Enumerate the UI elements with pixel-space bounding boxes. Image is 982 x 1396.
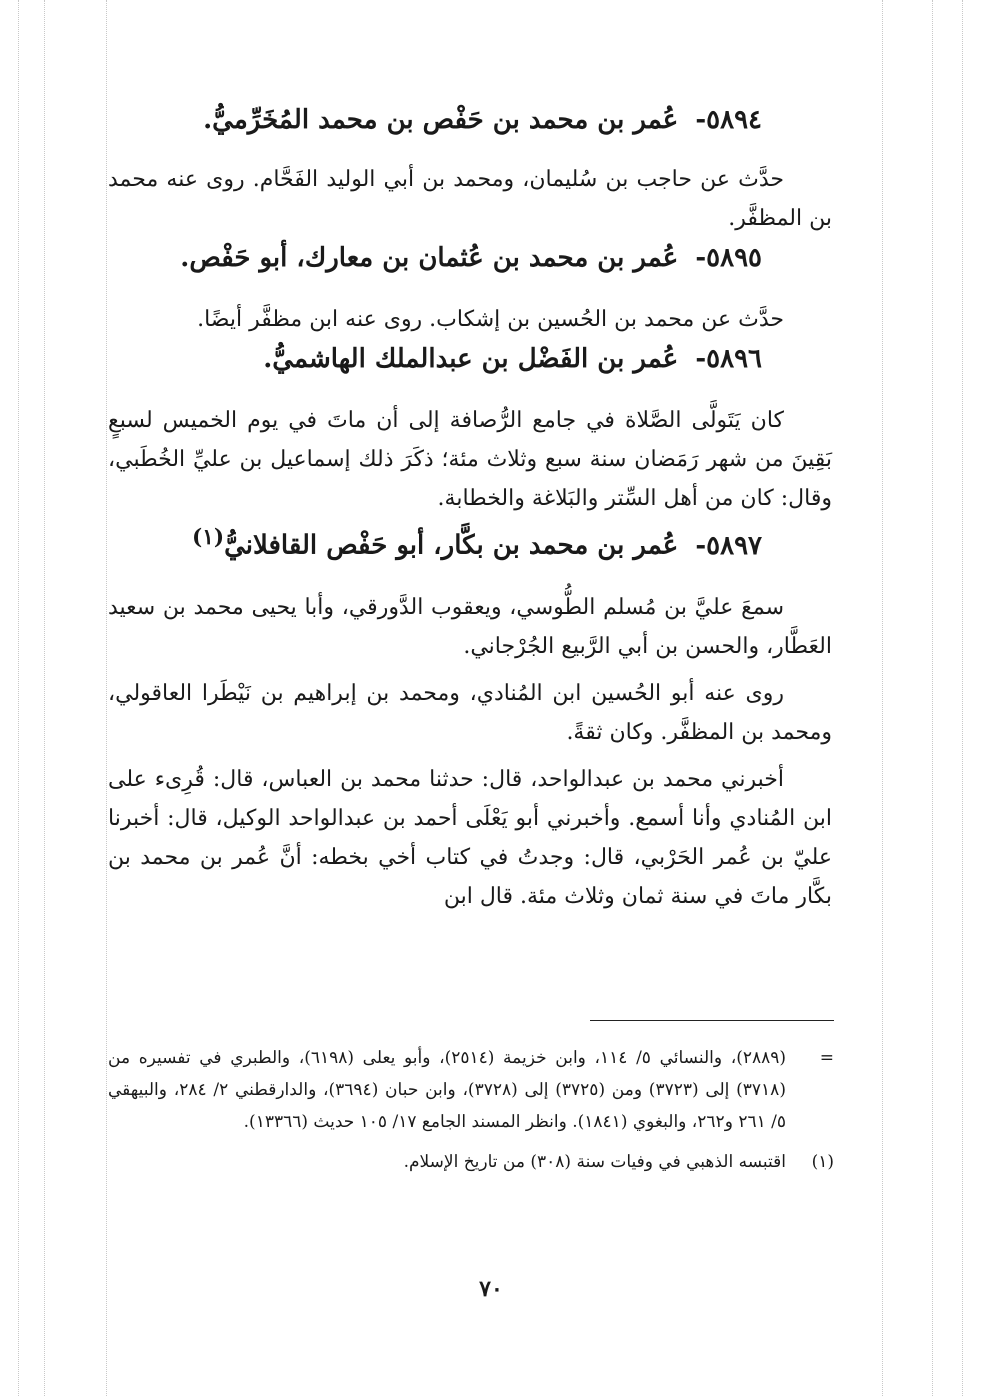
entry-paragraph: حدَّث عن حاجب بن سُليمان، ومحمد بن أبي الوليد الفَحَّام. روى عنه محمد بن المظفَّر. — [108, 167, 832, 231]
footnote-mark: (١) — [811, 1152, 834, 1172]
scan-margin-line — [106, 0, 107, 1396]
entry-heading — [108, 339, 832, 379]
entry-paragraph: حدَّث عن محمد بن الحُسين بن إشكاب. روى عنه ابن مظفَّر أيضًا. — [197, 307, 784, 332]
entry-heading — [108, 100, 832, 140]
entry-paragraph: كان يَتَولَّى الصَّلاة في جامع الرُّصافة إلى أن ماتَ في يوم الخميس لسبعٍ بَقِينَ من شهر رَمَضان سنة سبع وثلاث مئة؛ ذكَرَ ذلك إسماعيل بن عليِّ الخُطَبي، وقال: كان من أهل السِّتر والبَلاغة والخطابة. — [108, 408, 832, 511]
footnote-reference: (١) — [191, 525, 225, 550]
entry-number: ٥٨٩٦- — [695, 344, 762, 374]
footnote-text: (٢٨٨٩)، والنسائي ٥/ ١١٤، وابن خزيمة (٢٥١٤)، وأبو يعلى (٦١٩٨)، والطبري في تفسيره من (٣٧١٨) إلى (٣٧٢٣) ومن (٣٧٢٥) إلى (٣٧٢٨)، وابن حبان (٣٦٩٤)، والدارقطني ٢/ ٢٨٤، والبيهقي ٥/ ٢٦١ و٢٦٢، والبغوي (١٨٤١). وانظر المسند الجامع ١٧/ ١٠٥ حديث (١٣٣٦٦). — [108, 1048, 787, 1132]
entry-name: عُمر بن الفَضْل بن عبدالملك الهاشميُّ. — [263, 344, 679, 374]
footnotes — [108, 1042, 834, 1178]
scan-margin-line — [882, 0, 883, 1396]
footnote-mark: = — [819, 1048, 834, 1068]
scan-margin-line — [44, 0, 45, 1396]
footnote — [108, 1146, 834, 1178]
page-number: ٧٠ — [479, 1276, 503, 1302]
entry-number: ٥٨٩٧- — [695, 530, 762, 561]
entry-paragraph: روى عنه أبو الحُسين ابن المُنادي، ومحمد بن إبراهيم بن نَيْطَرا العاقولي، ومحمد بن المظفَّر. وكان ثقةً. — [108, 680, 832, 745]
entry-heading — [108, 518, 832, 566]
entry-name: عُمر بن محمد بن بكَّار، أبو حَفْص القافلانيُّ — [224, 530, 679, 561]
footnote — [108, 1042, 834, 1138]
entry-name: عُمر بن محمد بن حَفْص بن محمد المُخَرِّميُّ. — [203, 105, 679, 135]
entry-heading — [108, 238, 832, 278]
footnote-divider — [590, 1020, 834, 1021]
scan-margin-line — [18, 0, 19, 1396]
entry-number: ٥٨٩٥- — [695, 243, 762, 273]
entry-paragraph: أخبرني محمد بن عبدالواحد، قال: حدثنا محمد بن العباس، قال: قُرِىء على ابن المُنادي وأنا أسمع. وأخبرني أبو يَعْلَى أحمد بن عبدالواحد الوكيل، قال: أخبرنا عليّ بن عُمر الحَرْبي، قال: وجدتُ في كتاب أخي بخطه: أنَّ عُمر بن محمد بن بكَّار ماتَ في سنة ثمان وثلاث مئة. قال ابن — [108, 766, 832, 909]
entry-number: ٥٨٩٤- — [695, 105, 762, 135]
scan-margin-line — [962, 0, 963, 1396]
scan-margin-line — [932, 0, 933, 1396]
footnote-text: اقتبسه الذهبي في وفيات سنة (٣٠٨) من تاريخ الإسلام. — [403, 1152, 786, 1172]
main-text — [108, 100, 832, 916]
entry-name: عُمر بن محمد بن عُثمان بن معارك، أبو حَفْص. — [180, 243, 679, 273]
entry-paragraph: سمعَ عليَّ بن مُسلم الطُّوسي، ويعقوب الدَّورقي، وأبا يحيى محمد بن سعيد العَطَّار، والحسن بن أبي الرَّبيع الجُرْجاني. — [108, 594, 832, 659]
